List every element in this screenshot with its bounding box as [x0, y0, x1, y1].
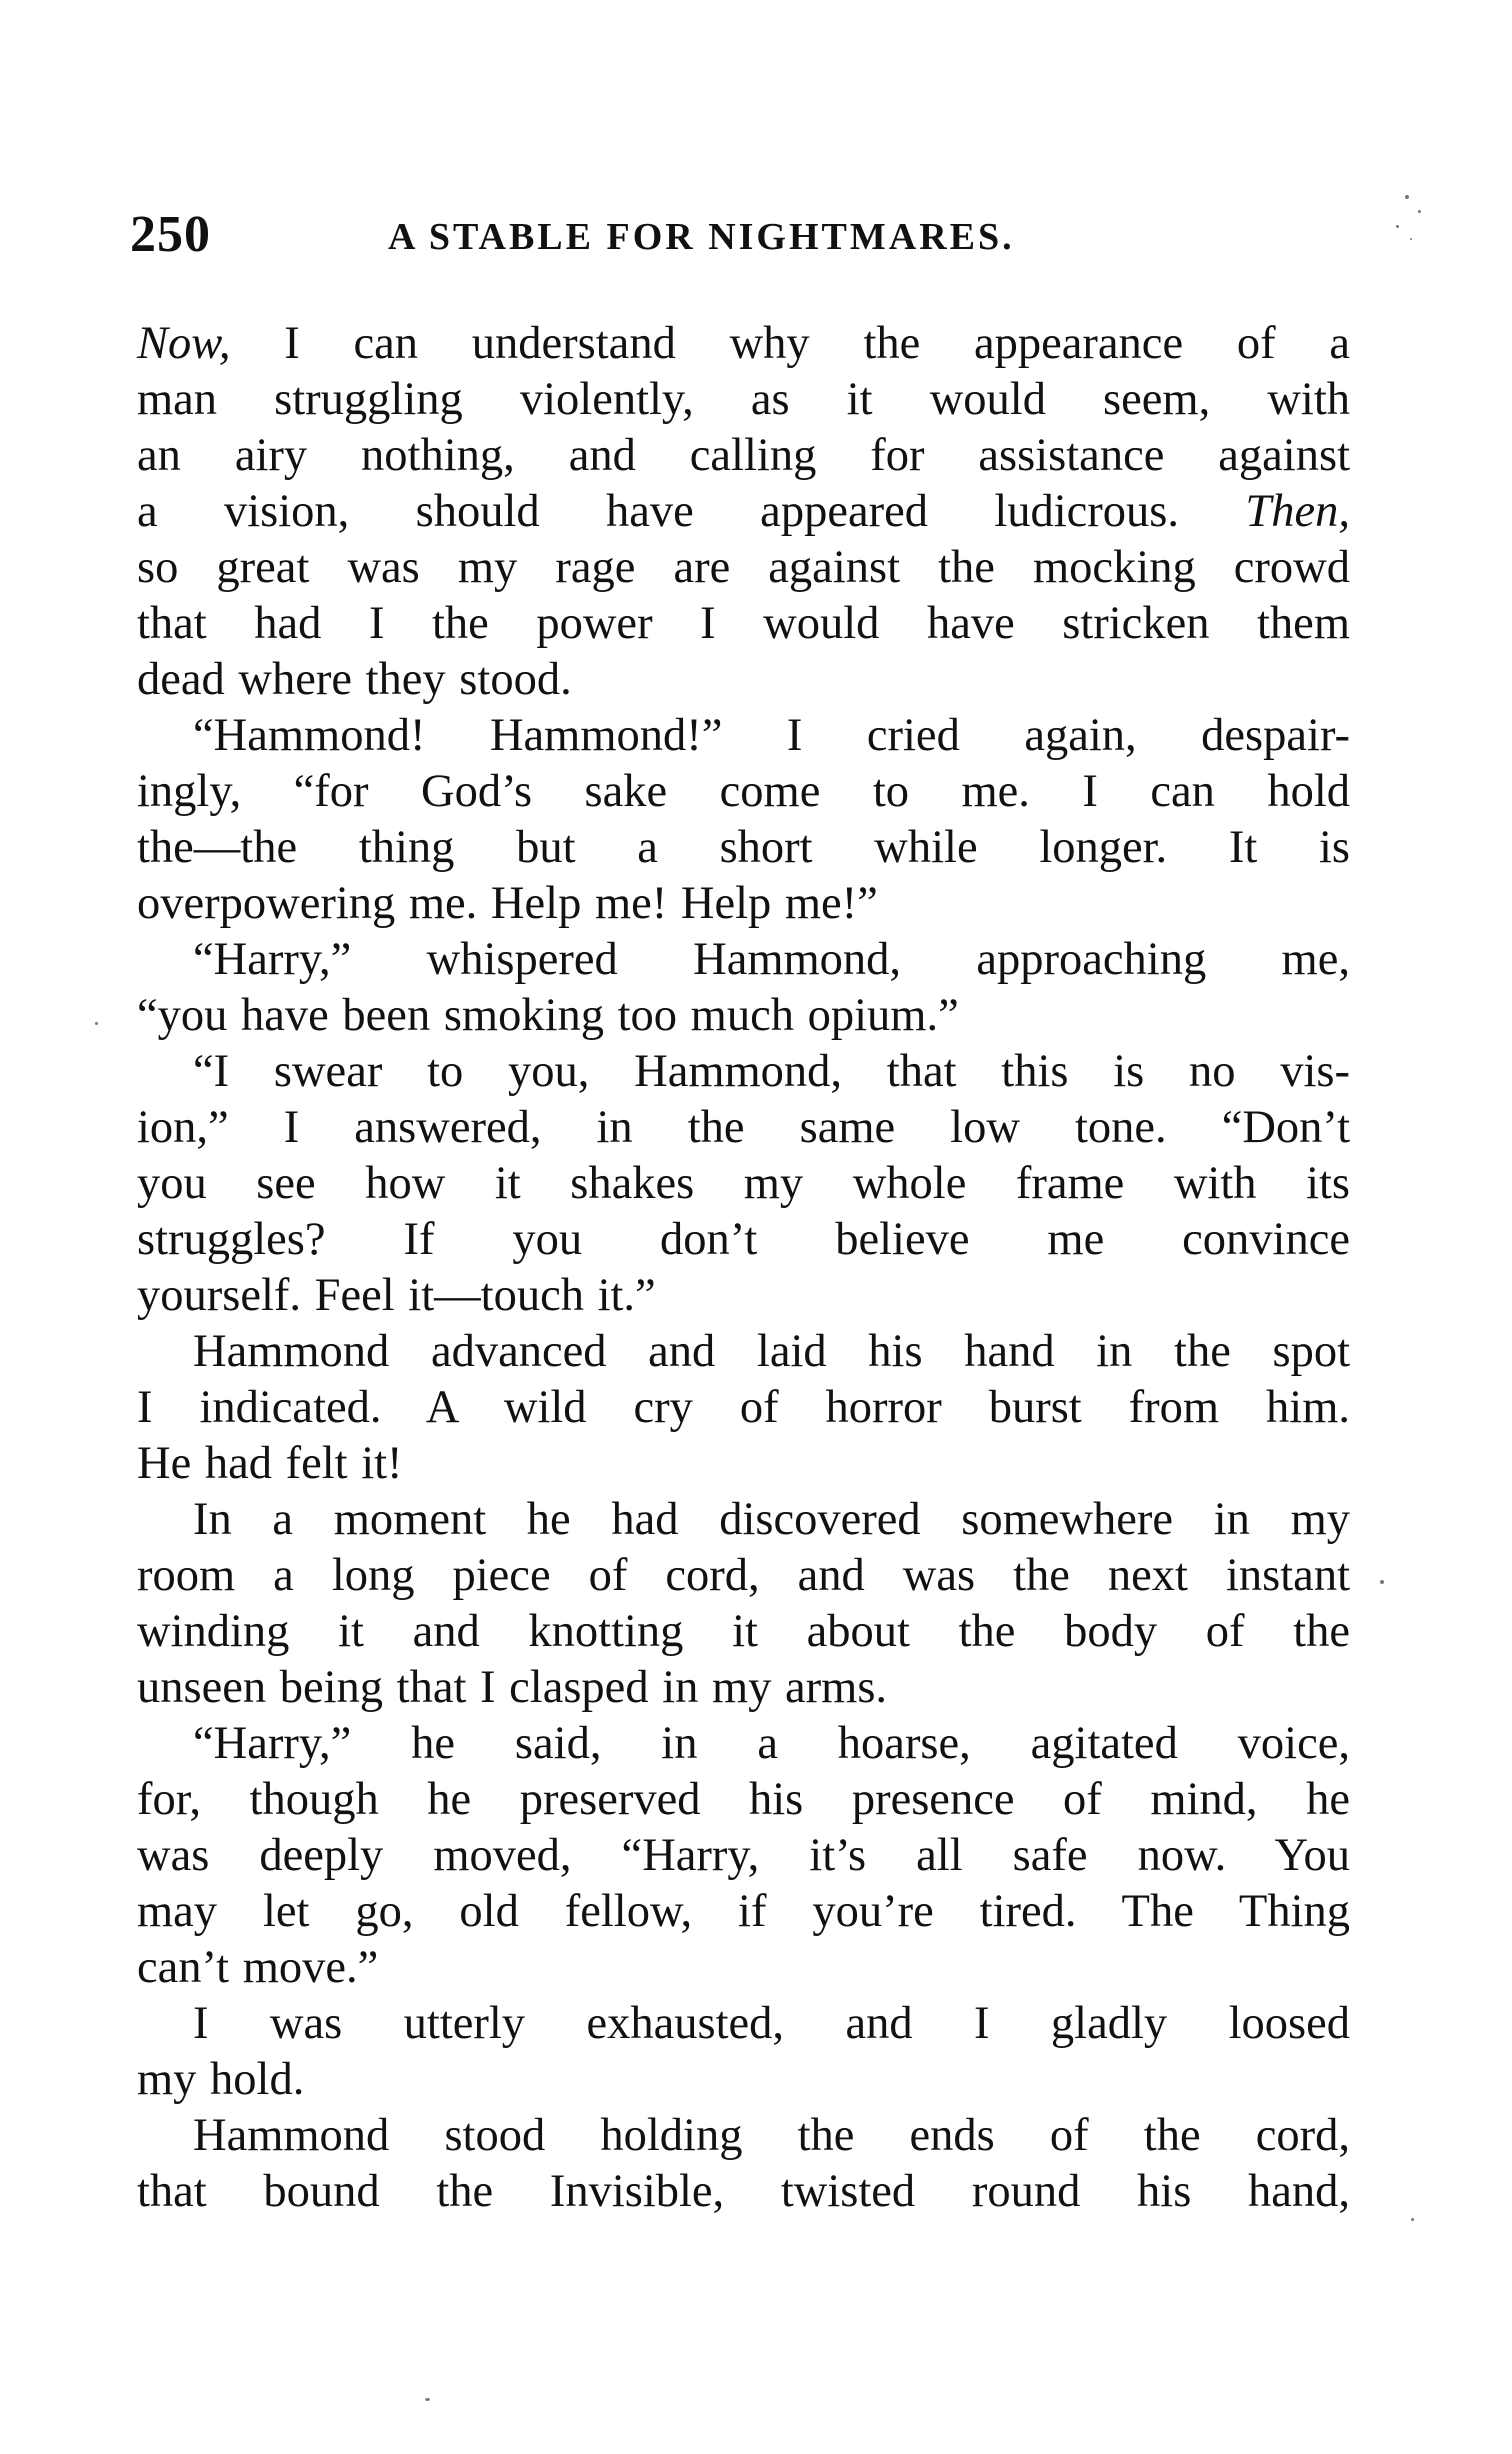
text-line: yourself. Feel it—touch it.” [137, 1270, 656, 1321]
text-line: room a long piece of cord, and was the next instant [137, 1550, 1350, 1601]
text-line: an airy nothing, and calling for assistance against [137, 430, 1350, 481]
text-line: struggles? If you don’t believe me convince [137, 1214, 1350, 1265]
text-line: I indicated. A wild cry of horror burst from him. [137, 1382, 1350, 1433]
text-line: for, though he preserved his presence of mind, he [137, 1774, 1350, 1825]
text-line: ion,” I answered, in the same low tone. “Don’t [137, 1102, 1350, 1153]
italic-word: Then, [1245, 486, 1350, 537]
text-line: that had I the power I would have stricken them [137, 598, 1350, 649]
scan-speck [95, 1022, 98, 1025]
text-line: can’t move.” [137, 1942, 379, 1993]
text-line: Hammond advanced and laid his hand in the spot [193, 1326, 1350, 1377]
text-line: a vision, should have appeared ludicrous. Then, [137, 486, 1350, 537]
text-line: dead where they stood. [137, 654, 572, 705]
scan-speck [1380, 1580, 1384, 1584]
italic-word: Now, [137, 318, 231, 369]
text-line: Hammond stood holding the ends of the cord, [193, 2110, 1350, 2161]
text-line: man struggling violently, as it would seem, with [137, 374, 1350, 425]
scan-speck [425, 2398, 430, 2401]
text-line: you see how it shakes my whole frame with its [137, 1158, 1350, 1209]
scan-speck [1405, 195, 1409, 199]
text-line: may let go, old fellow, if you’re tired. The Thing [137, 1886, 1350, 1937]
text-line: In a moment he had discovered somewhere in my [193, 1494, 1350, 1545]
text-line: so great was my rage are against the mocking crowd [137, 542, 1350, 593]
text-line: “I swear to you, Hammond, that this is no vis- [193, 1046, 1350, 1097]
text-line: Now, I can understand why the appearance of a [137, 318, 1350, 369]
text-line: “Hammond! Hammond!” I cried again, despair- [193, 710, 1350, 761]
text-line: “Harry,” he said, in a hoarse, agitated voice, [193, 1718, 1350, 1769]
text-line: unseen being that I clasped in my arms. [137, 1662, 888, 1713]
body-text [137, 316, 1350, 2220]
text-line: “Harry,” whispered Hammond, approaching me, [193, 934, 1350, 985]
text-line: the—the thing but a short while longer. It is [137, 822, 1350, 873]
text-line: winding it and knotting it about the body of the [137, 1606, 1350, 1657]
scan-speck [1396, 225, 1399, 228]
text-line: was deeply moved, “Harry, it’s all safe now. You [137, 1830, 1350, 1881]
scan-speck [1411, 2218, 1414, 2221]
text-line: He had felt it! [137, 1438, 403, 1489]
text-line: “you have been smoking too much opium.” [137, 990, 959, 1041]
text-line: that bound the Invisible, twisted round his hand, [137, 2166, 1350, 2217]
page-number: 250 [130, 206, 211, 263]
scan-speck [1410, 238, 1412, 240]
running-head [130, 205, 1350, 265]
text-line: ingly, “for God’s sake come to me. I can hold [137, 766, 1350, 817]
running-title: A STABLE FOR NIGHTMARES. [388, 216, 1015, 258]
text-line: my hold. [137, 2054, 305, 2105]
scan-speck [1418, 210, 1421, 213]
text-line: I was utterly exhausted, and I gladly loosed [193, 1998, 1350, 2049]
text-line: overpowering me. Help me! Help me!” [137, 878, 878, 929]
